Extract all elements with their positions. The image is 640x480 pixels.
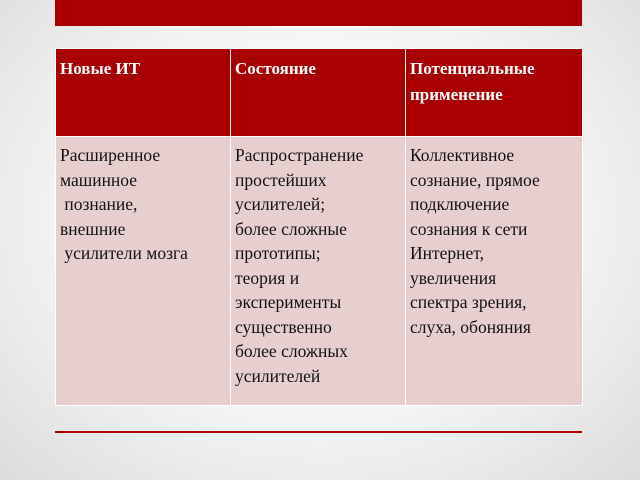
cell-line: применение xyxy=(410,85,503,104)
cell-line: прототипы; xyxy=(235,243,321,263)
header-state xyxy=(231,49,406,137)
cell-line: слуха, обоняния xyxy=(410,316,531,337)
cell-line: более сложных xyxy=(235,341,348,361)
cell-state xyxy=(231,137,406,406)
cell-line: Коллективное xyxy=(410,145,515,165)
header-new-it xyxy=(56,49,231,137)
cell-potential-application xyxy=(406,137,583,406)
cell-line: машинное xyxy=(60,169,138,190)
cell-line: усилителей; xyxy=(235,194,326,214)
cell-line: Интернет, xyxy=(410,243,485,263)
cell-line: Распространение xyxy=(235,145,364,165)
cell-line: Потенциальные xyxy=(410,59,535,78)
table-header-row xyxy=(56,49,583,137)
cell-line: более сложные xyxy=(235,218,347,239)
cell-line: Новые ИТ xyxy=(60,59,141,78)
cell-line: усилителей xyxy=(235,365,321,386)
cell-line: Состояние xyxy=(235,59,316,78)
cell-line: познание, xyxy=(60,194,138,214)
bottom-divider xyxy=(55,431,582,433)
cell-line: эксперименты xyxy=(235,292,342,312)
cell-line: сознания к сети xyxy=(410,218,528,239)
cell-line: сознание, прямое xyxy=(410,169,540,190)
table-row xyxy=(56,137,583,406)
cell-line: Расширенное xyxy=(60,145,161,165)
cell-line: существенно xyxy=(235,316,332,337)
cell-line: спектра зрения, xyxy=(410,292,527,312)
header-potential-application xyxy=(406,49,583,137)
cell-line: усилители мозга xyxy=(60,243,188,263)
cell-line: внешние xyxy=(60,218,126,239)
cell-new-it xyxy=(56,137,231,406)
cell-line: простейших xyxy=(235,169,327,190)
content-table xyxy=(55,48,583,406)
top-accent-bar xyxy=(55,0,582,26)
cell-line: подключение xyxy=(410,194,510,214)
cell-line: увеличения xyxy=(410,267,497,288)
cell-line: теория и xyxy=(235,267,300,288)
